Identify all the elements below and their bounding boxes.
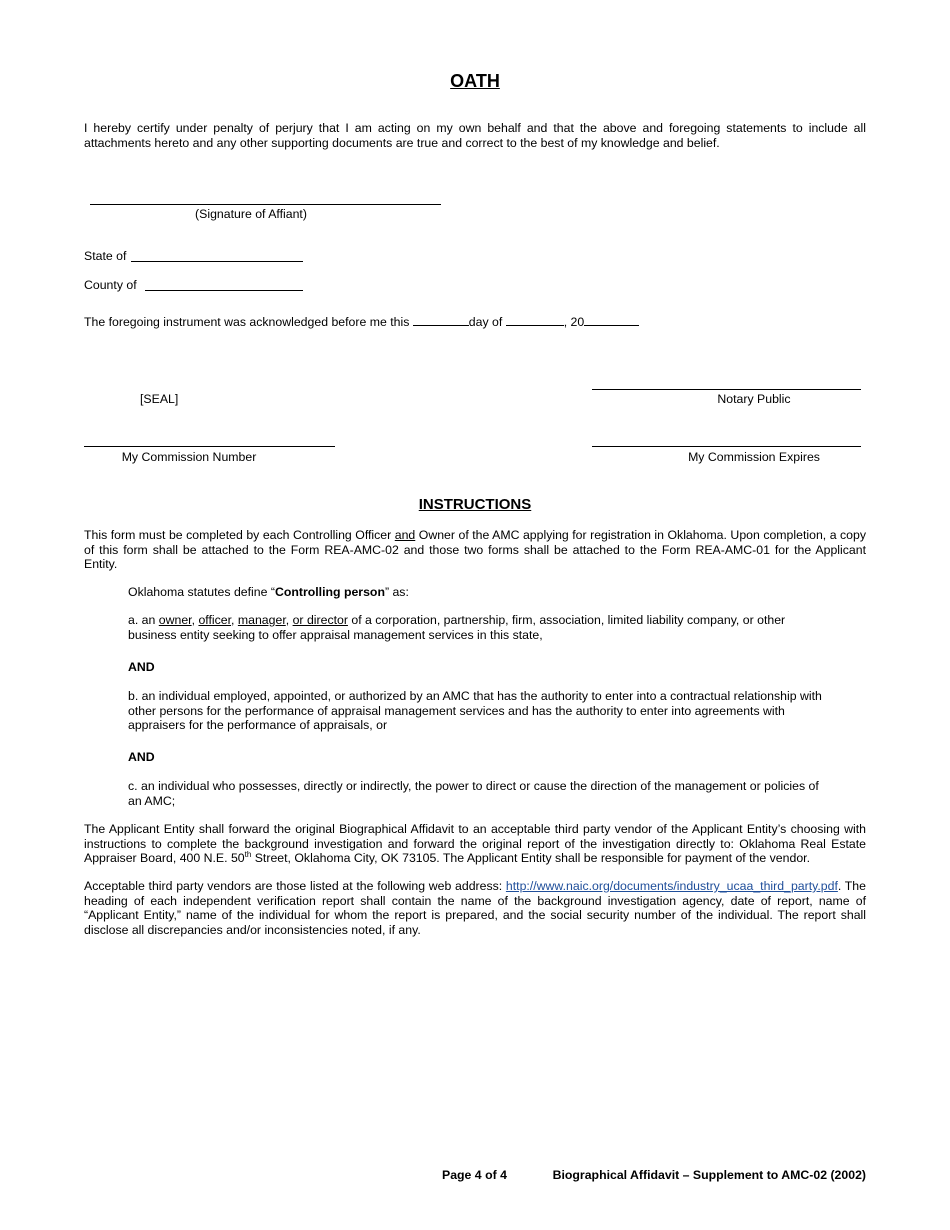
- signature-label: (Signature of Affiant): [195, 207, 307, 221]
- notary-line: [592, 389, 861, 390]
- vendors-text-2: . The heading of each independent verification report shall contain the name of the background investigation agency, date of report, name of “Applicant Entity,” name of the individual for whom the report is prepared, and the social security number of the individual. The report shall disclose all discrepancies and/or inconsistencies noted, if any.: [84, 879, 866, 937]
- county-line: [145, 290, 303, 291]
- notary-label: Notary Public: [717, 392, 791, 406]
- state-line: [131, 261, 303, 262]
- vendors-paragraph: [84, 879, 866, 937]
- define-term: Controlling person: [274, 585, 385, 599]
- define-suffix: ” as:: [384, 585, 409, 599]
- forward-text-1: The Applicant Entity shall forward the original Biographical Affidavit to an acceptable third party vendor of the Applicant Entity’s choosing with instructions to complete the background investigation and forward the original report of the investigation directly to: Oklahoma Real Estate Appraiser Board, 400 N.E. 50: [84, 822, 866, 865]
- ack-year-label: , 20: [563, 315, 585, 329]
- intro-text-2: Owner of the AMC applying for registration in Oklahoma. Upon completion, a copy of this form shall be attached to the Form REA-AMC-02 and those two forms shall be attached to the Form REA-AMC-01 for the Applicant Entity.: [84, 528, 867, 571]
- clause-a-rest: of a corporation, partnership, firm, association, limited liability company, or other business entity seeking to offer appraisal management services in this state,: [128, 613, 786, 642]
- clause-a-prefix: a. an: [128, 613, 159, 627]
- clause-a-director: or director: [292, 613, 348, 627]
- controlling-person-definition: [128, 585, 828, 600]
- and-separator-1: AND: [128, 660, 155, 674]
- signature-line: [90, 204, 441, 205]
- ack-year-blank: [584, 314, 639, 326]
- clause-a-officer: officer: [198, 613, 232, 627]
- commission-number-label: My Commission Number: [121, 450, 257, 464]
- vendors-text-1: Acceptable third party vendors are those listed at the following web address:: [84, 879, 506, 893]
- footer-doc-title: Biographical Affidavit – Supplement to AMC-02 (2002): [552, 1168, 866, 1182]
- clause-a-owner: owner: [158, 613, 192, 627]
- forward-paragraph: [84, 822, 866, 866]
- and-separator-2: AND: [128, 750, 155, 764]
- footer-page: Page 4 of 4: [442, 1168, 507, 1182]
- state-label: State of: [84, 249, 127, 263]
- commission-number-line: [84, 446, 335, 447]
- oath-statement: I hereby certify under penalty of perjury that I am acting on my own behalf and that the above and foregoing statements to include all attachments hereto and any other supporting documents are true and correct to the best of my knowledge and belief.: [84, 121, 866, 150]
- commission-expires-label: My Commission Expires: [688, 450, 820, 464]
- ack-prefix: The foregoing instrument was acknowledged before me this: [84, 315, 410, 329]
- ack-day-label: day of: [468, 315, 503, 329]
- instructions-intro: [84, 528, 866, 572]
- clause-b: b. an individual employed, appointed, or authorized by an AMC that has the authority to enter into a contractual relationship with other persons for the performance of appraisal management services and has the authority to enter into agreements with appraisers for the performance of appraisals, or: [128, 689, 822, 732]
- intro-text-1: This form must be completed by each Controlling Officer: [84, 528, 395, 542]
- intro-and: and: [394, 528, 416, 542]
- clause-c: c. an individual who possesses, directly or indirectly, the power to direct or cause the direction of the management or policies of an AMC;: [128, 779, 819, 808]
- seal-label: [SEAL]: [140, 392, 179, 406]
- instructions-title: INSTRUCTIONS: [418, 496, 532, 513]
- forward-sup: th: [244, 849, 252, 859]
- ack-day-blank: [413, 314, 469, 326]
- ack-month-blank: [506, 314, 564, 326]
- acknowledgement: [84, 314, 639, 329]
- commission-expires-line: [592, 446, 861, 447]
- county-label: County of: [84, 278, 137, 292]
- clause-a: a. an owner, officer, manager, or director of a corporation, partnership, firm, association, limited liability company, or other business entity seeking to offer appraisal management services in this state,: [128, 613, 786, 642]
- define-prefix: Oklahoma statutes define “: [128, 585, 275, 599]
- forward-text-2: Street, Oklahoma City, OK 73105. The Applicant Entity shall be responsible for payment of the vendor.: [251, 851, 810, 865]
- vendors-link[interactable]: http://www.naic.org/documents/industry_ucaa_third_party.pdf: [505, 879, 838, 893]
- clause-a-manager: manager: [237, 613, 286, 627]
- oath-title: OATH: [450, 71, 500, 91]
